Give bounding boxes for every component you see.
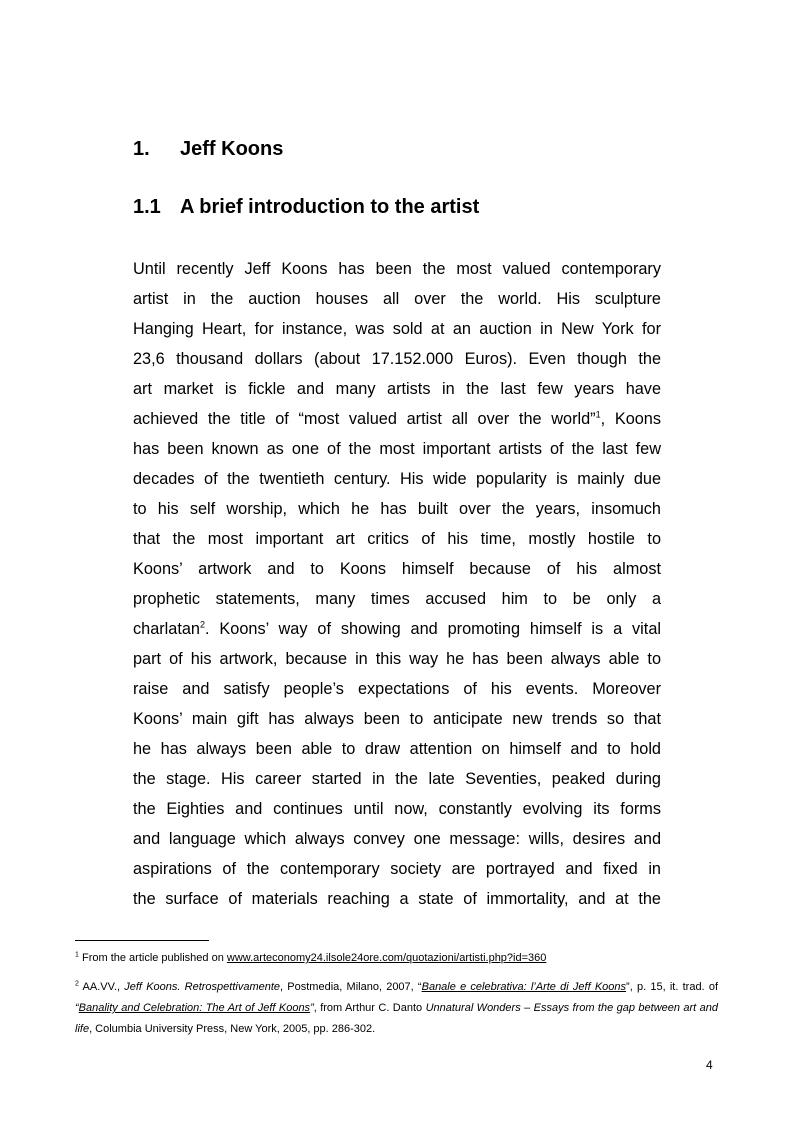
- body-line: 23,6 thousand dollars (about 17.152.000 Euros). Even though the: [133, 350, 661, 368]
- body-line: Until recently Jeff Koons has been the most valued contemporary: [133, 260, 661, 278]
- body-line: art market is fickle and many artists in the last few years have: [133, 380, 661, 398]
- section-number: 1.1: [133, 196, 161, 218]
- body-line: the stage. His career started in the late Seventies, peaked during: [133, 770, 661, 788]
- footnote-text: , Postmedia, Milano, 2007, “: [280, 981, 422, 993]
- body-line-text: achieved the title of “most valued artist all over the world”: [133, 410, 596, 428]
- body-line: aspirations of the contemporary society are portrayed and fixed in: [133, 860, 661, 878]
- footnote-separator: [75, 940, 209, 941]
- source-book-title: Unnatural Wonders – Essays from the gap between art and life: [75, 1002, 719, 1035]
- footnote-link[interactable]: www.arteconomy24.ilsole24ore.com/quotazioni/artisti.php?id=360: [226, 952, 547, 964]
- body-line: raise and satisfy people’s expectations of his events. Moreover: [133, 680, 661, 698]
- footnote-marker: 1: [75, 951, 79, 959]
- chapter-title: Jeff Koons: [180, 138, 284, 160]
- footnotes: [75, 948, 718, 1048]
- footnote-text: , from Arthur C. Danto: [313, 1002, 423, 1014]
- body-line: has been known as one of the most important artists of the last few: [133, 440, 661, 458]
- footnote-ref-1[interactable]: 1: [595, 409, 601, 420]
- chapter-title-en: Banality and Celebration: The Art of Jeff Koons: [78, 1002, 311, 1014]
- body-line: to his self worship, which he has built over the years, insomuch: [133, 500, 661, 518]
- body-line: he has always been able to draw attention on himself and to hold: [133, 740, 661, 758]
- footnote-text: AA.VV.,: [82, 981, 121, 993]
- body-line: the Eighties and continues until now, constantly evolving its forms: [133, 800, 661, 818]
- quote-mark: ”: [310, 1002, 314, 1014]
- quote-mark: “: [75, 1002, 79, 1014]
- body-line: Hanging Heart, for instance, was sold at an auction in New York for: [133, 320, 661, 338]
- chapter-heading: [133, 138, 283, 161]
- footnote-ref-2[interactable]: 2: [199, 619, 205, 630]
- body-line-text: . Koons’ way of showing and promoting himself is a vital: [205, 620, 661, 638]
- footnote-text: , Columbia University Press, New York, 2005, pp. 286-302.: [89, 1023, 376, 1035]
- body-line: the surface of materials reaching a state of immortality, and at the: [133, 890, 661, 908]
- body-line-with-footnote-2: [133, 614, 661, 644]
- section-heading: [133, 196, 479, 219]
- footnote-text: ”, p. 15, it. trad. of: [626, 981, 718, 993]
- footnote-text: From the article published on: [81, 952, 224, 964]
- section-title: A brief introduction to the artist: [180, 196, 480, 218]
- page-number: 4: [706, 1058, 713, 1072]
- body-line: Koons’ main gift has always been to anticipate new trends so that: [133, 710, 661, 728]
- body-line: and language which always convey one message: wills, desires and: [133, 830, 661, 848]
- body-line: artist in the auction houses all over the world. His sculpture: [133, 290, 661, 308]
- body-line-text: charlatan: [133, 620, 200, 638]
- body-line: part of his artwork, because in this way he has been always able to: [133, 650, 661, 668]
- book-title: Jeff Koons. Retrospettivamente: [124, 981, 281, 993]
- chapter-number: 1.: [133, 138, 150, 160]
- body-line-with-footnote-1: [133, 404, 661, 434]
- body-line: decades of the twentieth century. His wide popularity is mainly due: [133, 470, 661, 488]
- body-line-text: , Koons: [600, 410, 661, 428]
- footnote-marker: 2: [75, 980, 79, 988]
- body-paragraph: [133, 254, 661, 914]
- footnote-1: [75, 948, 718, 969]
- chapter-title-it: Banale e celebrativa: l’Arte di Jeff Koons: [421, 981, 627, 993]
- body-line: Koons’ artwork and to Koons himself because of his almost: [133, 560, 661, 578]
- body-line: that the most important art critics of his time, mostly hostile to: [133, 530, 661, 548]
- body-line: prophetic statements, many times accused him to be only a: [133, 590, 661, 608]
- footnote-2: [75, 977, 718, 1040]
